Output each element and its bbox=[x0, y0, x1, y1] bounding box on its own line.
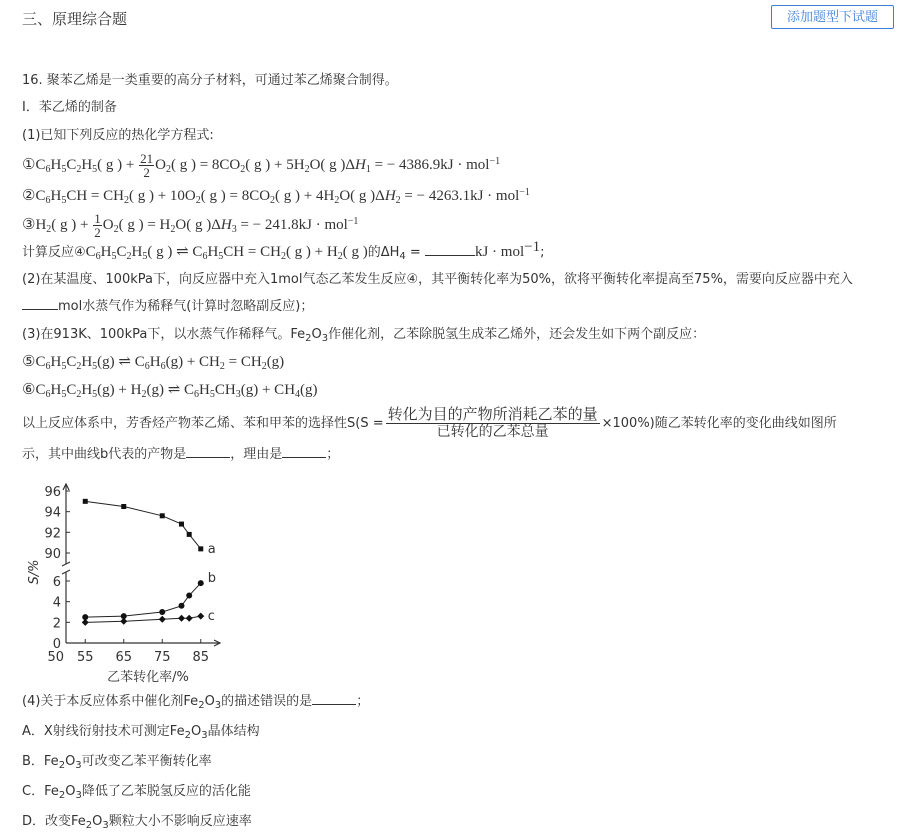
answer-blank-curve-b bbox=[186, 445, 230, 458]
chart-point-c bbox=[159, 616, 166, 623]
chart-point-b bbox=[159, 609, 165, 615]
chart-y-tick-label: 6 bbox=[52, 575, 61, 590]
chart-point-a bbox=[121, 504, 126, 509]
chart-x-tick-label: 75 bbox=[153, 650, 171, 665]
q2-line2: mol水蒸气作为稀释气(计算时忽略副反应)； bbox=[22, 297, 313, 317]
selectivity-fraction: $\frac{\text{转化为目的产物所消耗乙苯的量}}{\text{已转化的乙苯总量}}$ bbox=[387, 405, 598, 440]
chart-point-a bbox=[198, 546, 203, 551]
equation-5: $⑤C_6H_5C_2H_5(g)$ ⇌ $C_6H_6(g) + CH_2 = CH_2(g)$ bbox=[22, 354, 285, 372]
option-b[interactable]: B．$Fe_2O_3$可改变乙苯平衡转化率 bbox=[22, 754, 212, 771]
chart-point-a bbox=[187, 532, 192, 537]
q1-prompt: (1)已知下列反应的热化学方程式: bbox=[22, 128, 214, 143]
q2-line1: (2)在某温度、100kPa下，向反应器中充入1mol气态乙苯发生反应④，其平衡转化率为50%，欲将平衡转化率提高至75%，需要向反应器中充入 bbox=[22, 272, 853, 287]
chart-point-a bbox=[179, 522, 184, 527]
chart-point-b bbox=[179, 603, 185, 609]
section-title: 三、原理综合题 bbox=[22, 10, 128, 28]
equation-6: $⑥C_6H_5C_2H_5(g) + H_2(g)$ ⇌ $C_6H_5CH_3(g) + CH_4(g)$ bbox=[22, 382, 318, 400]
answer-blank-water bbox=[22, 297, 58, 310]
chart-y-tick-label: 96 bbox=[44, 485, 61, 500]
chart-xlabel: 乙苯转化率/% bbox=[107, 670, 189, 685]
selectivity-chart bbox=[20, 474, 230, 686]
q3-text: (3)在913K、100kPa下，以水蒸气作稀释气。$Fe_2O_3$作催化剂，乙苯除脱氢生成苯乙烯外，还会发生如下两个副反应： bbox=[22, 327, 706, 344]
chart-y-tick-label: 90 bbox=[44, 547, 61, 562]
equation-1: $①C_6H_5C_2H_5$( g ) + $\frac{21}{2}$ $O_2$( g ) = $8CO_2$( g ) + $5H_2O$( g )$\Delta H_1$ = − 4386.9kJ · mol$^{-1}$ bbox=[22, 151, 501, 180]
selectivity-line2: 示，其中曲线b代表的产物是 ，理由是 ； bbox=[22, 447, 340, 462]
chart-series-label-a: a bbox=[207, 541, 216, 557]
chart-point-c bbox=[197, 613, 204, 620]
part1-heading: I．苯乙烯的制备 bbox=[22, 100, 117, 115]
selectivity-text: 以上反应体系中，芳香烃产物苯乙烯、苯和甲苯的选择性S(S = $\frac{\text{转化为目的产物所消耗乙苯的量}}{\text{已转化的乙苯总量}}$ ×100%)随乙苯转化率的变化曲线如图所 bbox=[22, 405, 837, 440]
chart-ylabel: S/% bbox=[27, 559, 42, 585]
chart-x-tick-label: 85 bbox=[192, 650, 210, 665]
chart-point-a bbox=[83, 499, 88, 504]
chart-series-line-b bbox=[85, 583, 201, 617]
chart-y-tick-label: 92 bbox=[44, 526, 61, 542]
eq1-marker: ① bbox=[22, 156, 36, 173]
chart-y-tick-label: 2 bbox=[52, 616, 61, 632]
eq1-dh: = − 4386.9kJ · mol bbox=[374, 156, 490, 173]
chart-x-tick-label: 55 bbox=[76, 650, 94, 665]
chart-point-c bbox=[178, 615, 185, 622]
equation-3: $③H_2$( g ) + $\frac{1}{2}$ $O_2$( g ) = $H_2O$( g )$\Delta H_3$ = − 241.8kJ · mol$^{-1}$ bbox=[22, 211, 359, 240]
chart-series-label-c: c bbox=[207, 609, 215, 625]
answer-blank-q4 bbox=[312, 692, 356, 705]
chart-point-c bbox=[186, 615, 193, 622]
chart-point-c bbox=[120, 618, 127, 625]
eq2-marker: ② bbox=[22, 188, 36, 204]
chart-point-c bbox=[82, 619, 89, 626]
option-a[interactable]: A．X射线衍射技术可测定$Fe_2O_3$晶体结构 bbox=[22, 724, 260, 741]
answer-blank-dh4 bbox=[425, 243, 475, 256]
q1-calc: 计算反应$④C_6H_5C_2H_5$( g ) ⇌ $C_6H_5CH = CH_2$( g ) + $H_2$( g )的$\Delta H_4$ = kJ · mol$^{-1}$; bbox=[22, 239, 545, 262]
eq3-marker: ③ bbox=[22, 216, 36, 233]
chart-point-a bbox=[160, 513, 165, 518]
equation-2: $②C_6H_5CH = CH_2$( g ) + $10O_2$( g ) = $8CO_2$( g ) + $4H_2O$( g )$\Delta H_2$ = − 4263.1kJ · mol$^{-1}$ bbox=[22, 187, 530, 206]
chart-y-tick-label: 4 bbox=[52, 595, 61, 611]
chart-x-tick-label: 65 bbox=[115, 650, 133, 665]
eq3-dh: = − 241.8kJ · mol bbox=[240, 216, 348, 233]
eq2-dh: = − 4263.1kJ · mol bbox=[404, 188, 520, 204]
add-question-type-button[interactable]: 添加题型下试题 bbox=[771, 5, 894, 29]
chart-point-b bbox=[186, 592, 192, 598]
option-c[interactable]: C．$Fe_2O_3$降低了乙苯脱氢反应的活化能 bbox=[22, 784, 251, 801]
chart-series-label-b: b bbox=[207, 571, 217, 587]
chart-point-b bbox=[198, 580, 204, 586]
question-intro: 16. 聚苯乙烯是一类重要的高分子材料，可通过苯乙烯聚合制得。 bbox=[22, 73, 398, 88]
chart-x-tick-label: 50 bbox=[47, 650, 64, 665]
q4-text: (4)关于本反应体系中催化剂$Fe_2O_3$的描述错误的是 ； bbox=[22, 694, 370, 711]
chart-y-tick-label: 0 bbox=[52, 637, 61, 652]
answer-blank-reason bbox=[282, 445, 326, 458]
chart-y-tick-label: 94 bbox=[44, 505, 61, 521]
option-d[interactable]: D．改变$Fe_2O_3$颗粒大小不影响反应速率 bbox=[22, 814, 252, 831]
